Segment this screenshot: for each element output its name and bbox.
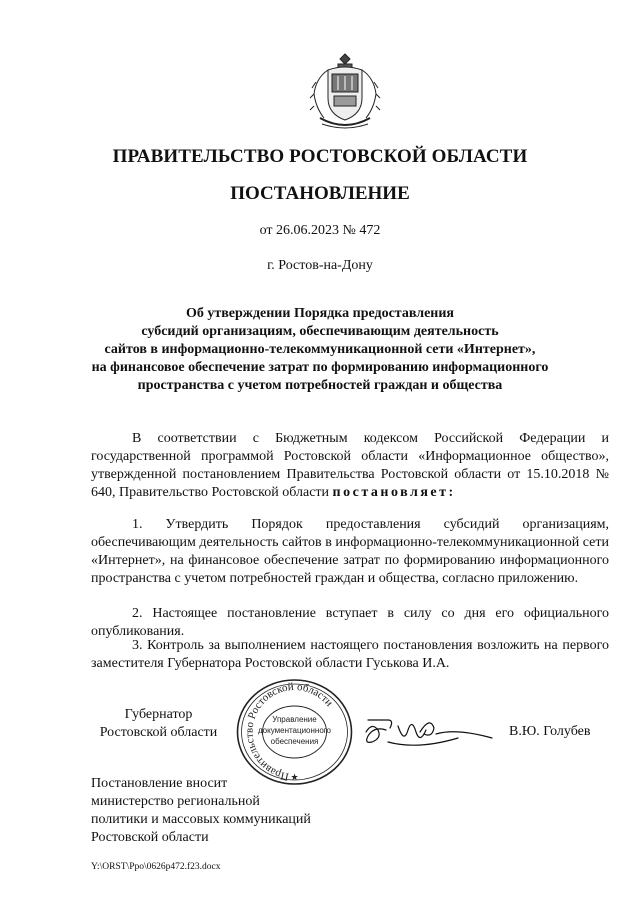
file-path: Y:\ORST\Ppo\0626p472.f23.docx xyxy=(91,862,221,872)
submitter-line: министерство региональной xyxy=(91,794,260,809)
preamble-paragraph xyxy=(91,430,609,502)
preamble-text: В соответствии с Бюджетным кодексом Российской Федерации и государственной программой Ростовской области «Информационное общество», утвержденной постановлением Правительства Ростовской области от 15.10.2018 № 640, Правительство Ростовской области xyxy=(91,431,609,500)
submitter-line: политики и массовых коммуникаций xyxy=(91,812,311,827)
coat-of-arms-emblem xyxy=(308,52,382,132)
heading-line: на финансовое обеспечение затрат по формированию информационного xyxy=(91,360,549,375)
heading-line: Об утверждении Порядка предоставления xyxy=(185,306,455,321)
heading-line: субсидий организациям, обеспечивающим деятельность xyxy=(141,324,499,339)
stamp-inner-line: Управление xyxy=(272,715,317,724)
stamp-inner-line: обеспечения xyxy=(270,737,319,746)
resolution-item-2: 2. Настоящее постановление вступает в силу со дня его официального опубликования. xyxy=(91,606,609,639)
document-type: ПОСТАНОВЛЕНИЕ xyxy=(230,183,410,204)
stamp-star-icon: ★ xyxy=(290,772,299,782)
stamp-inner-line: документационного xyxy=(258,726,331,735)
heading-line: сайтов в информационно-телекоммуникационной сети «Интернет», xyxy=(104,342,536,357)
submitter-line: Ростовской области xyxy=(91,830,209,845)
signer-position-line: Ростовской области xyxy=(99,725,218,740)
document-city: г. Ростов-на-Дону xyxy=(267,258,373,273)
submitter-line: Постановление вносит xyxy=(91,776,228,791)
preamble-keyword: постановляет: xyxy=(332,485,456,500)
submitter-note xyxy=(91,775,391,847)
resolution-item-3: 3. Контроль за выполнением настоящего постановления возложить на первого заместителя Губернатора Ростовской области Гуськова И.А. xyxy=(91,638,609,671)
signer-name: В.Ю. Голубев xyxy=(509,724,591,739)
resolution-item-1: 1. Утвердить Порядок предоставления субсидий организациям, обеспечивающим деятельность сайтов в информационно-телекоммуникационной сети «Интернет», на финансовое обеспечение затрат по формированию информационного пространства с учетом потребностей граждан и общества, согласно приложению. xyxy=(91,517,609,586)
stamp-ring-text: Правительство Ростовской области xyxy=(243,680,336,783)
heading-line: пространства с учетом потребностей граждан и общества xyxy=(137,378,503,393)
document-date-number: от 26.06.2023 № 472 xyxy=(259,223,381,238)
signer-position-line: Губернатор xyxy=(124,707,193,722)
signer-position xyxy=(91,706,226,742)
document-heading xyxy=(0,305,640,395)
government-title: ПРАВИТЕЛЬСТВО РОСТОВСКОЙ ОБЛАСТИ xyxy=(112,146,528,167)
handwritten-signature xyxy=(358,712,494,756)
official-stamp xyxy=(232,676,357,788)
